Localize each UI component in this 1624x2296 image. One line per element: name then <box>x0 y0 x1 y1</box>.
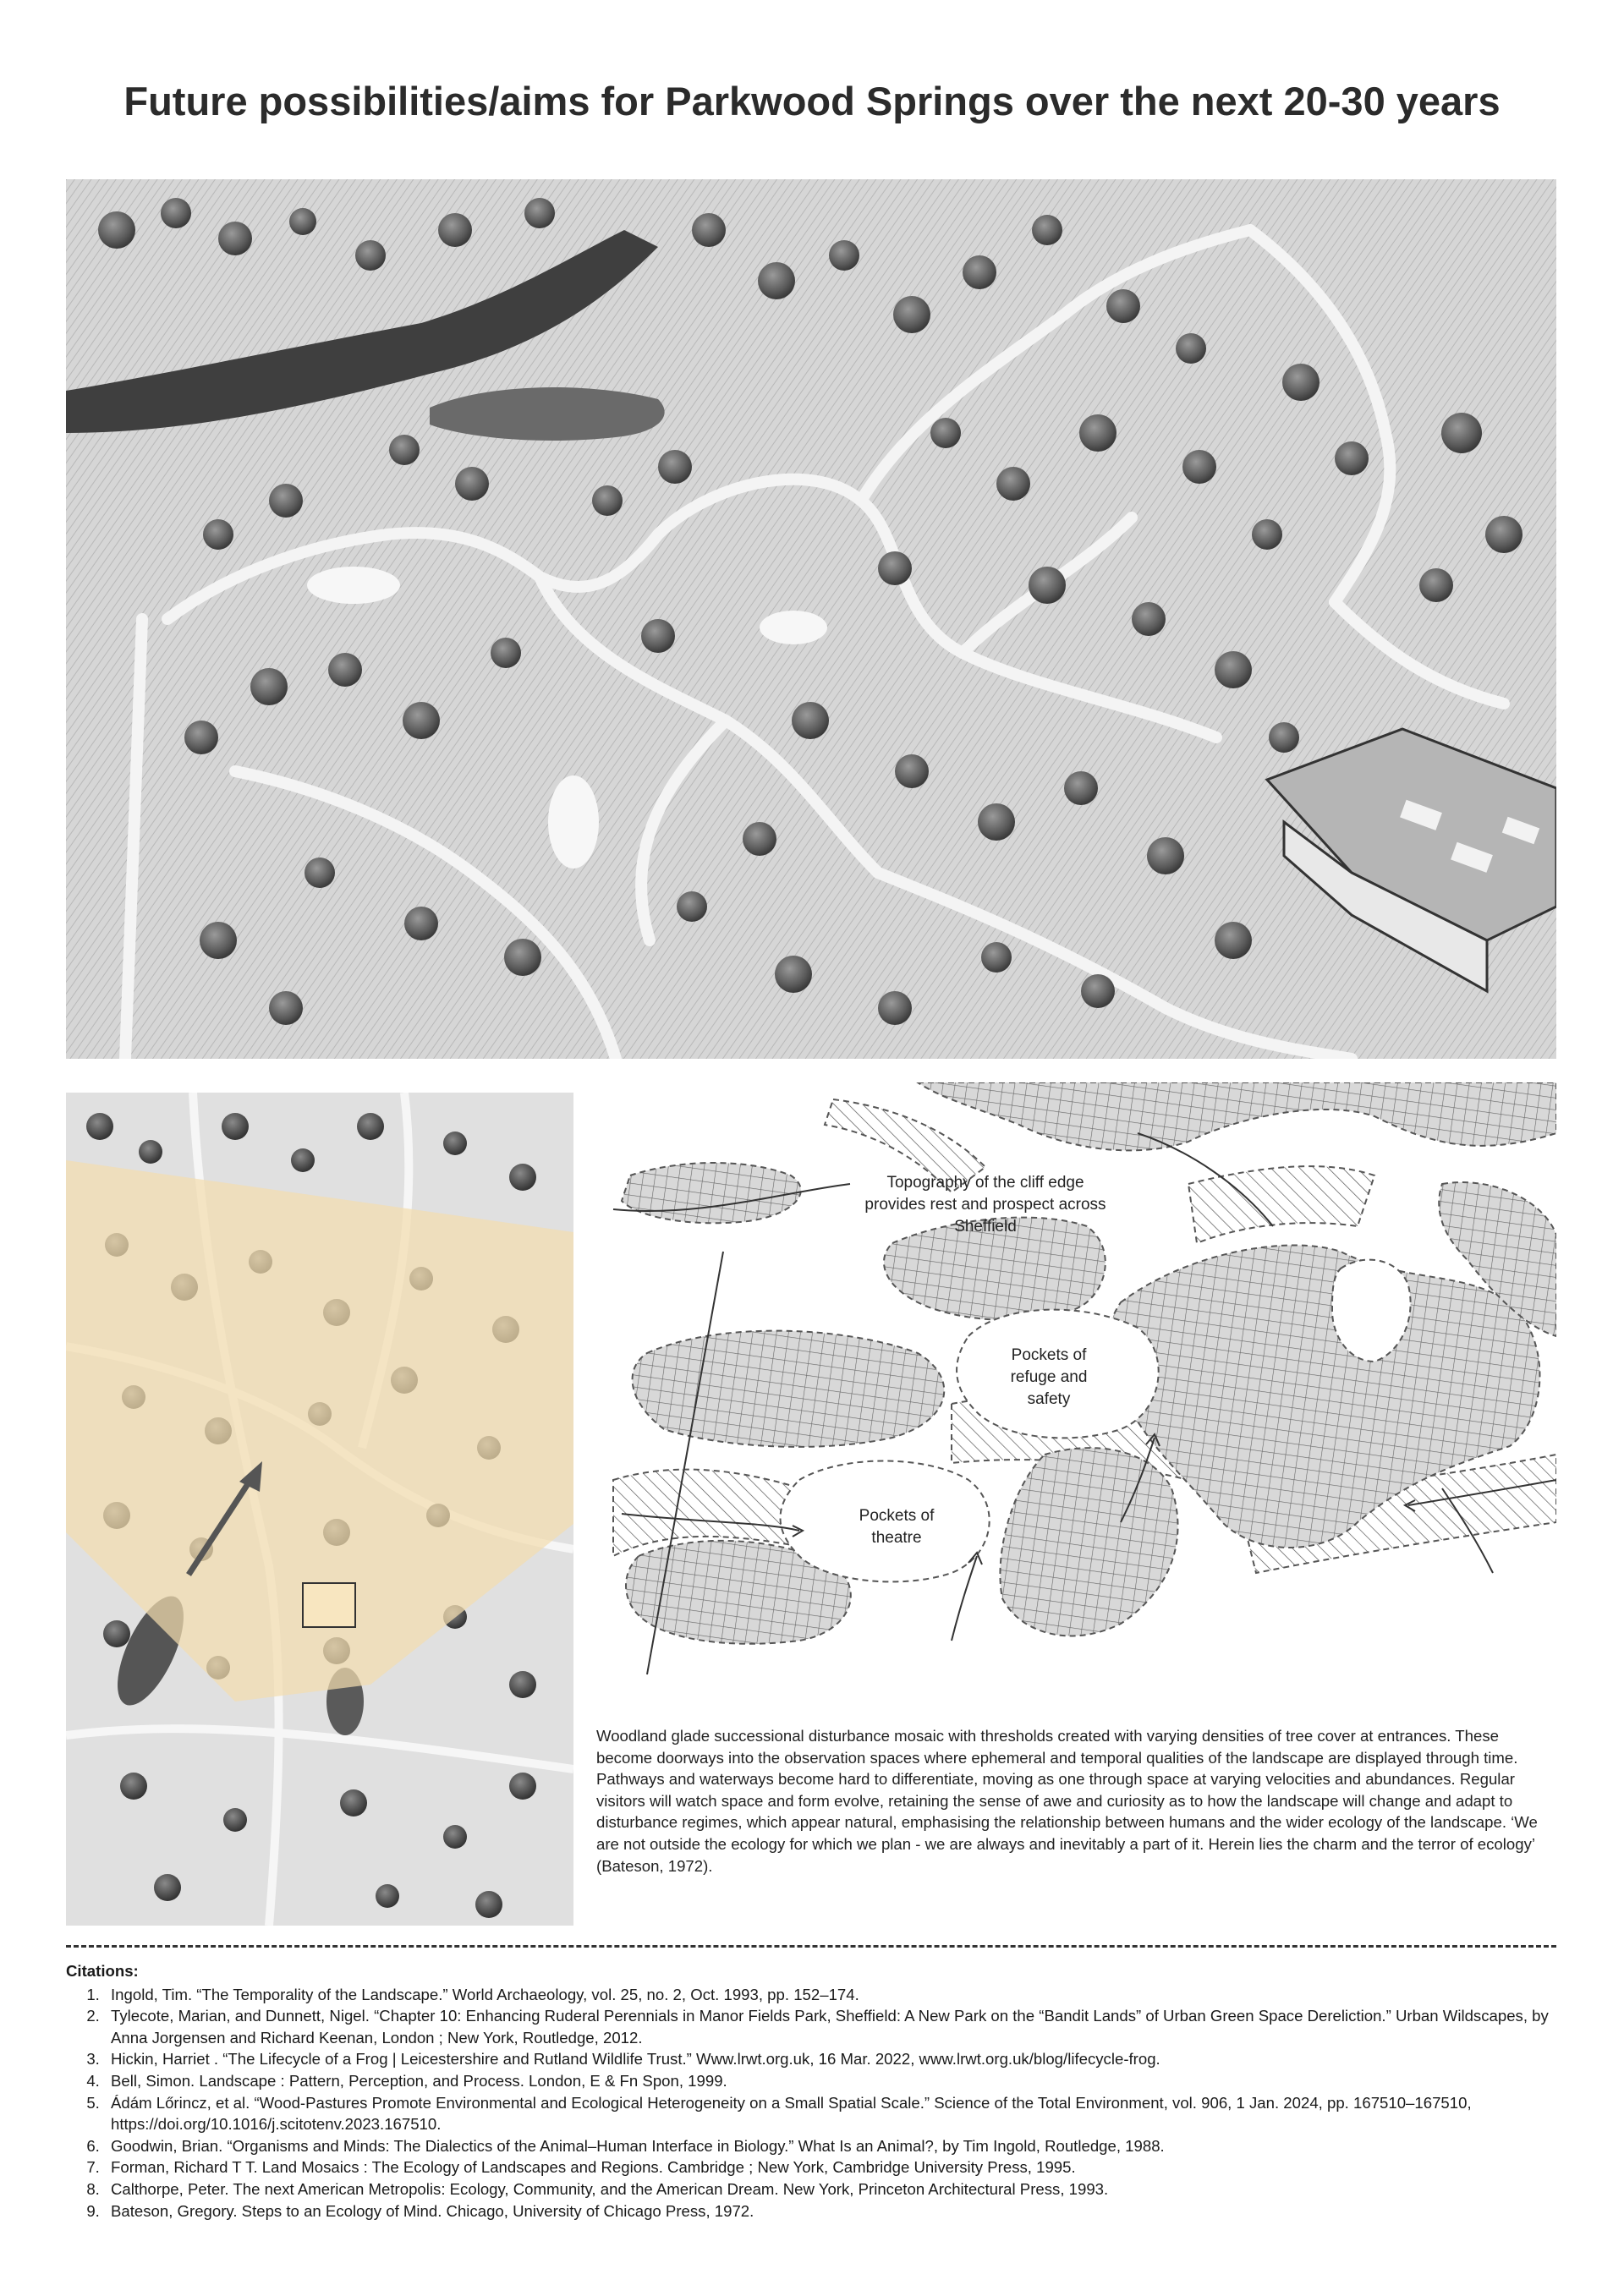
citation-item: 5. Ádám Lőrincz, et al. “Wood-Pastures Promote Environmental and Ecological Heterogeneity on a Small Spatial Scale.” Science of the Total Environment, vol. 906, 1 Jan. 2024, pp. 167510–167510, https://doi.org/10.1016/j.scitotenv.2023.167510. <box>104 2092 1556 2135</box>
refuge-label: Pockets of refuge and safety <box>1010 1346 1088 1408</box>
topography-label: Topography of the cliff edge provides rest and prospect across Sheffield <box>864 1174 1106 1236</box>
aerial-plan-image <box>66 1093 573 1926</box>
pencil-sketch-aerial-landscape-icon <box>66 179 1556 1059</box>
citation-item: 4. Bell, Simon. Landscape : Pattern, Perception, and Process. London, E & Fn Spon, 1999. <box>104 2070 1556 2092</box>
citation-item: 6. Goodwin, Brian. “Organisms and Minds: The Dialectics of the Animal–Human Interface in Biology.” What Is an Animal?, by Tim Ingold, Routledge, 1988. <box>104 2135 1556 2157</box>
citation-item: 2. Tylecote, Marian, and Dunnett, Nigel. “Chapter 10: Enhancing Ruderal Perennials in Manor Fields Park, Sheffield: A New Park on the “Bandit Lands” of Urban Green Space Dereliction.” Urban Wildscapes, by Anna Jorgensen and Richard Keenan, London ; New York, Routledge, 2012. <box>104 2005 1556 2048</box>
theatre-label: Pockets of theatre <box>859 1507 935 1547</box>
citation-item: 3. Hickin, Harriet . “The Lifecycle of a Frog | Leicestershire and Rutland Wildlife Trust.” Www.lrwt.org.uk, 16 Mar. 2022, www.lrwt.org.uk/blog/lifecycle-frog. <box>104 2048 1556 2070</box>
citation-item: 7. Forman, Richard T T. Land Mosaics : The Ecology of Landscapes and Regions. Cambridge ; New York, Cambridge University Press, 1995. <box>104 2156 1556 2178</box>
description-paragraph-1: Woodland glade successional disturbance mosaic with thresholds created with varying densities of tree cover at entrances. These become doorways into the observation spaces where ephemeral and temporal qualities of the landscape are displayed through time. <box>596 1727 1518 1767</box>
citation-item: 1. Ingold, Tim. “The Temporality of the Landscape.” World Archaeology, vol. 25, no. 2, Oct. 1993, pp. 152–174. <box>104 1984 1556 2006</box>
citation-item: 9. Bateson, Gregory. Steps to an Ecology of Mind. Chicago, University of Chicago Press, 1972. <box>104 2200 1556 2222</box>
page-title: Future possibilities/aims for Parkwood Springs over the next 20-30 years <box>123 79 1501 123</box>
citation-item: 8. Calthorpe, Peter. The next American Metropolis: Ecology, Community, and the American Dream. New York, Princeton Architectural Press, 1993. <box>104 2178 1556 2200</box>
disturbance-mosaic-diagram <box>596 1082 1556 1691</box>
description-paragraph-2: Pathways and waterways become hard to differentiate, moving as one through space at varying velocities and abundances. Regular visitors will watch space and form evolve, retaining the sense of awe and curiosity as to how the landscape will change and adapt to disturbance regimes, which appear natural, emphasising the relationship between humans and the wider ecology of the landscape. ‘We are not outside the ecology for which we plan - we are always and inevitably a part of it. Herein lies the charm and the terror of ecology’ (Bateson, 1972). <box>596 1770 1538 1875</box>
description-text <box>596 1725 1552 1877</box>
landscape-sketch-image <box>66 179 1556 1059</box>
dashed-divider <box>66 1945 1556 1948</box>
citations-heading: Citations: <box>66 1962 139 1980</box>
aerial-plan-with-highlighted-view-cone-icon <box>66 1093 573 1926</box>
citations-section <box>66 1960 1556 2222</box>
